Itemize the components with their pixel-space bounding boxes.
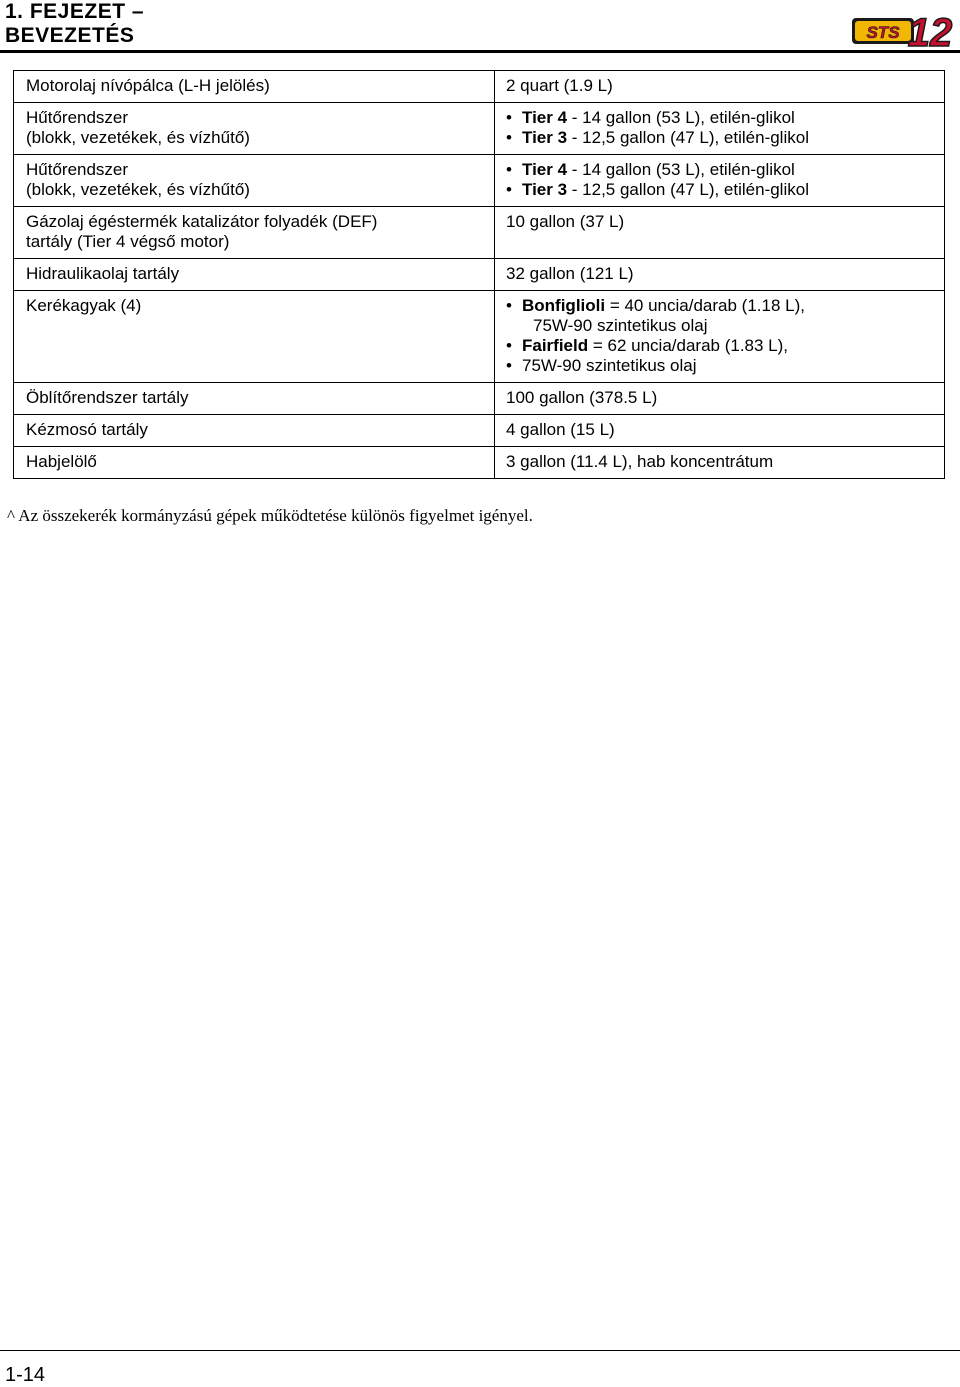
list-item <box>506 128 934 148</box>
bold-term: Fairfield <box>522 336 589 355</box>
label-line: Hűtőrendszer <box>26 160 129 179</box>
label-line: tartály (Tier 4 végső motor) <box>26 232 230 251</box>
table-row <box>14 291 945 383</box>
table-cell-label: Kerékagyak (4) <box>14 291 495 383</box>
table-cell-label <box>14 103 495 155</box>
chapter-title-line2: BEVEZETÉS <box>5 24 135 47</box>
table-cell-label: Kézmosó tartály <box>14 415 495 447</box>
chapter-title-line1: 1. FEJEZET – <box>5 0 145 23</box>
list-item <box>506 296 934 316</box>
list-item <box>506 356 934 376</box>
table-cell-value: 3 gallon (11.4 L), hab koncentrátum <box>495 447 945 479</box>
table-row <box>14 71 945 103</box>
value-text: = 62 uncia/darab (1.83 L), <box>588 336 789 355</box>
value-text: - 14 gallon (53 L), etilén-glikol <box>567 108 795 127</box>
table-cell-value: 4 gallon (15 L) <box>495 415 945 447</box>
table-cell-value: 32 gallon (121 L) <box>495 259 945 291</box>
continuation-line: 75W-90 szintetikus olaj <box>533 316 708 335</box>
table-cell-value <box>495 103 945 155</box>
bold-term: Bonfiglioli <box>522 296 606 315</box>
table-row <box>14 415 945 447</box>
table-cell-value <box>495 291 945 383</box>
label-line: Gázolaj égéstermék katalizátor folyadék (DEF) <box>26 212 378 231</box>
label-line: (blokk, vezetékek, és vízhűtő) <box>26 128 250 147</box>
logo-text: STS <box>866 23 900 42</box>
list-item <box>506 160 934 180</box>
table-cell-label <box>14 207 495 259</box>
bold-term: Tier 3 <box>522 128 568 147</box>
list-item <box>506 180 934 200</box>
table-cell-value: 10 gallon (37 L) <box>495 207 945 259</box>
value-text: 75W-90 szintetikus olaj <box>522 356 697 375</box>
list-item <box>506 108 934 128</box>
table-row <box>14 383 945 415</box>
table-row <box>14 207 945 259</box>
table-row <box>14 155 945 207</box>
value-text: - 12,5 gallon (47 L), etilén-glikol <box>567 128 809 147</box>
table-row <box>14 447 945 479</box>
logo-number: 12 <box>907 11 953 50</box>
table-cell-value: 100 gallon (378.5 L) <box>495 383 945 415</box>
table-cell-value <box>495 155 945 207</box>
table-cell-label: Motorolaj nívópálca (L-H jelölés) <box>14 71 495 103</box>
list-item <box>506 336 934 356</box>
value-text: = 40 uncia/darab (1.18 L), <box>605 296 805 315</box>
table-row <box>14 259 945 291</box>
label-line: (blokk, vezetékek, és vízhűtő) <box>26 180 250 199</box>
table-cell-label <box>14 155 495 207</box>
table-cell-label: Öblítőrendszer tartály <box>14 383 495 415</box>
table-cell-label: Hidraulikaolaj tartály <box>14 259 495 291</box>
table-row <box>14 103 945 155</box>
chapter-title <box>5 0 144 48</box>
sts12-logo <box>850 6 954 50</box>
label-line: Hűtőrendszer <box>26 108 129 127</box>
value-text: - 14 gallon (53 L), etilén-glikol <box>567 160 795 179</box>
bold-term: Tier 4 <box>522 108 568 127</box>
footnote: ^ Az összekerék kormányzású gépek működtetése különös figyelmet igényel. <box>7 506 533 525</box>
value-text: - 12,5 gallon (47 L), etilén-glikol <box>567 180 809 199</box>
header-rule <box>0 50 960 53</box>
bold-term: Tier 4 <box>522 160 568 179</box>
footer-rule <box>0 1350 960 1351</box>
table-cell-label: Habjelölő <box>14 447 495 479</box>
capacities-table <box>13 70 945 479</box>
page-number: 1-14 <box>5 1364 46 1386</box>
bold-term: Tier 3 <box>522 180 568 199</box>
table-cell-value: 2 quart (1.9 L) <box>495 71 945 103</box>
